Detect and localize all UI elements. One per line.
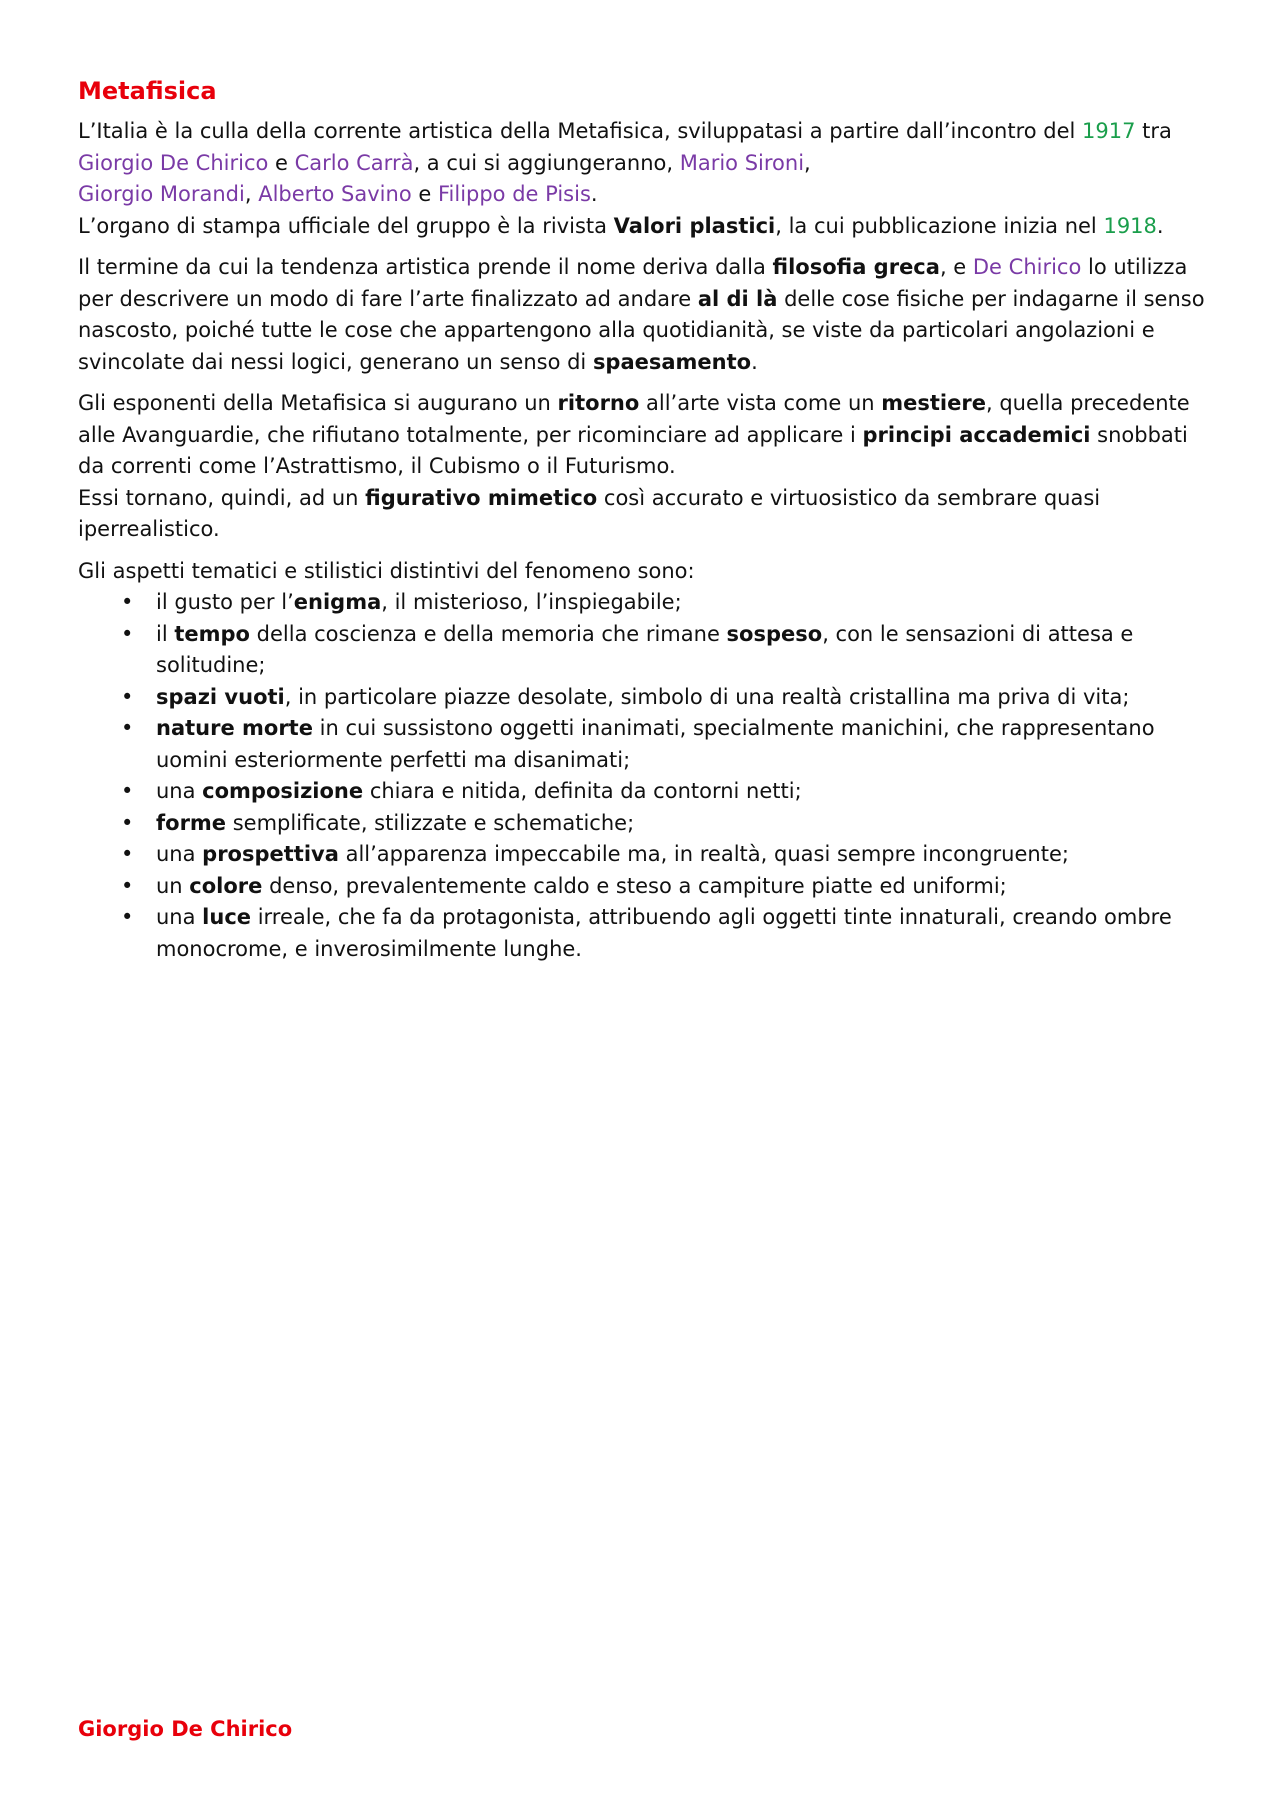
text: il xyxy=(156,621,175,646)
text: il gusto per l’ xyxy=(156,590,294,614)
bold-ritorno: ritorno xyxy=(557,391,640,415)
text: in cui sussistono oggetti inanimati, specialmente manichini, che rappresentano uomini esteriormente perfetti ma disanimati; xyxy=(156,716,1155,772)
bold-term: luce xyxy=(202,905,252,929)
list-intro: Gli aspetti tematici e stilistici distintivi del fenomeno sono: xyxy=(78,558,695,583)
bold-term: prospettiva xyxy=(202,842,339,866)
bold-al-di-la: al di là xyxy=(697,286,778,311)
bold-filosofia-greca: filosofia greca xyxy=(772,255,940,279)
text: Essi tornano, quindi, ad un xyxy=(78,485,366,510)
person-sironi: Mario Sironi xyxy=(679,150,805,175)
text: una xyxy=(156,905,203,929)
person-carra: Carlo Carrà xyxy=(294,150,414,175)
text: , la cui pubblicazione inizia nel xyxy=(775,213,1104,238)
text: snobbati da correnti come l’Astrattismo, il Cubismo o il Futurismo. xyxy=(78,422,1188,478)
text: lo utilizza per descrivere un modo di fare l’arte finalizzato ad andare xyxy=(78,255,1188,311)
text: una xyxy=(156,842,203,866)
bold-term: colore xyxy=(189,873,263,898)
text: e xyxy=(411,182,438,206)
person-morandi: Giorgio Morandi xyxy=(78,182,245,206)
bold-term: sospeso xyxy=(726,621,823,646)
text: e xyxy=(268,150,295,175)
bold-spaesamento: spaesamento xyxy=(592,349,752,374)
bold-term: forme xyxy=(156,810,227,835)
text: , a cui si aggiungeranno, xyxy=(413,150,680,175)
person-savino: Alberto Savino xyxy=(258,182,412,206)
text: così accurato e virtuosistico da sembrare quasi iperrealistico. xyxy=(78,485,1101,541)
bold-principi-accademici: principi accademici xyxy=(862,422,1091,447)
text: all’arte vista come un xyxy=(639,391,882,415)
list-item xyxy=(156,619,1208,682)
list-item xyxy=(156,776,1208,808)
text: . xyxy=(590,182,598,206)
text: un xyxy=(156,873,190,898)
bold-term: tempo xyxy=(174,621,250,646)
text: , il misterioso, l’inspiegabile; xyxy=(381,590,682,614)
text: , xyxy=(804,150,811,175)
text: , xyxy=(244,182,259,206)
next-section-title: Giorgio De Chirico xyxy=(78,1717,293,1741)
text: semplificate, stilizzate e schematiche; xyxy=(226,810,635,835)
bold-figurativo-mimetico: figurativo mimetico xyxy=(365,485,598,510)
list-item xyxy=(156,682,1208,714)
list-item xyxy=(156,871,1208,903)
list-item xyxy=(156,713,1208,776)
year-1917: 1917 xyxy=(1082,119,1136,143)
year-1918: 1918 xyxy=(1103,213,1157,238)
paragraph-intro xyxy=(78,116,1208,242)
list-item xyxy=(156,808,1208,840)
text: Il termine da cui la tendenza artistica prende il nome deriva dalla xyxy=(78,255,773,279)
text: denso, prevalentemente caldo e steso a campiture piatte ed uniformi; xyxy=(262,873,1007,898)
text: chiara e nitida, definita da contorni netti; xyxy=(363,779,802,803)
text: . xyxy=(751,349,758,374)
bold-valori-plastici: Valori plastici xyxy=(613,213,776,238)
text: , quella precedente alle Avanguardie, che rifiutano totalmente, per ricominciare ad applicare i xyxy=(78,391,1190,447)
aspects-list xyxy=(78,587,1208,965)
text: , in particolare piazze desolate, simbolo di una realtà cristallina ma priva di vita; xyxy=(284,684,1130,709)
section-title: Metafisica xyxy=(78,77,217,105)
text: all’apparenza impeccabile ma, in realtà, quasi sempre incongruente; xyxy=(338,842,1069,866)
document-page xyxy=(78,76,1208,965)
text: della coscienza e della memoria che rimane xyxy=(249,621,727,646)
text: L’organo di stampa ufficiale del gruppo è la rivista xyxy=(78,213,614,238)
list-item xyxy=(156,587,1208,619)
bold-mestiere: mestiere xyxy=(881,391,986,415)
list-item xyxy=(156,839,1208,871)
person-de-chirico: Giorgio De Chirico xyxy=(78,150,269,175)
bold-term: composizione xyxy=(202,779,364,803)
text: Gli esponenti della Metafisica si augurano un xyxy=(78,391,558,415)
text: , e xyxy=(939,255,973,279)
bold-term: enigma xyxy=(293,590,382,614)
text: L’Italia è la culla della corrente artistica della Metafisica, sviluppatasi a partire dall’incontro del xyxy=(78,119,1083,143)
list-item xyxy=(156,902,1208,965)
text: , con le sensazioni di attesa e solitudine; xyxy=(156,621,1134,677)
text: una xyxy=(156,779,203,803)
text: . xyxy=(1156,213,1164,238)
text: delle cose fisiche per indagarne il senso nascosto, poiché tutte le cose che appartengono alla quotidianità, se viste da particolari angolazioni e svincolate dai nessi logici, generano un senso di xyxy=(78,286,1205,374)
bold-term: spazi vuoti xyxy=(156,684,285,709)
text: tra xyxy=(1135,119,1172,143)
text: irreale, che fa da protagonista, attribuendo agli oggetti tinte innaturali, creando ombre monocrome, e inverosimilmente lunghe. xyxy=(156,905,1172,961)
bold-term: nature morte xyxy=(156,716,313,740)
person-de-pisis: Filippo de Pisis xyxy=(437,182,591,206)
person-de-chirico: De Chirico xyxy=(972,255,1082,279)
paragraph-exponents xyxy=(78,388,1208,546)
paragraph-term xyxy=(78,252,1208,378)
